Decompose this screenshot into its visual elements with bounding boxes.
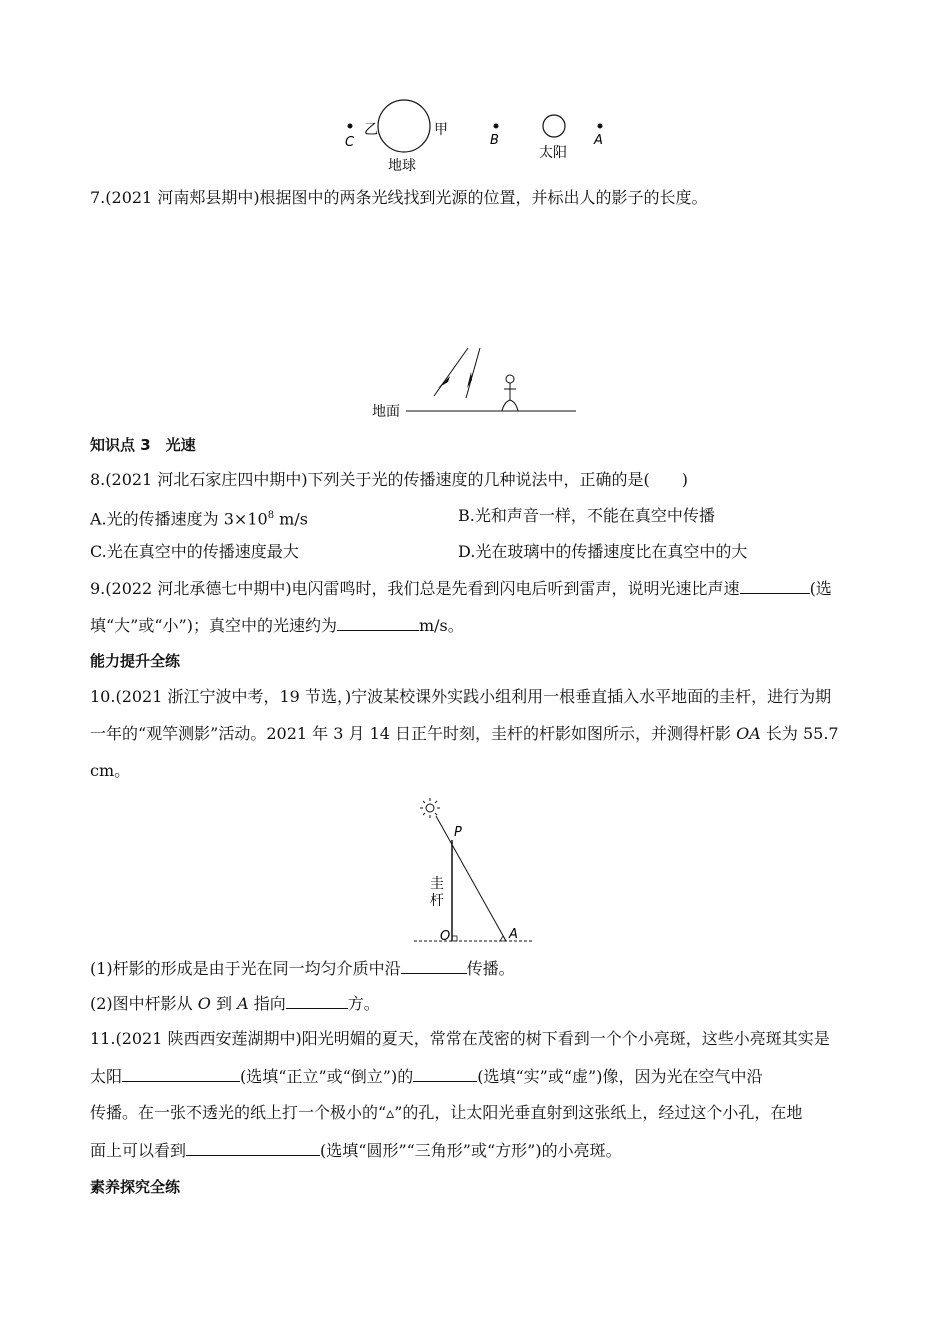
label-jia: 甲 (434, 122, 448, 138)
q10-text-a: 一年的“观竿测影”活动。2021 年 3 月 14 日正午时刻，圭杆的杆影如图所示，并测得杆影 (90, 724, 737, 743)
q10-sub2-a: A (237, 994, 249, 1013)
q10-text-b: 长为 55.7 (760, 724, 839, 743)
q11-text-d: 面上可以看到 (90, 1141, 187, 1160)
point-c-label: C (345, 135, 355, 150)
q9-text-1: 9.(2022 河北承德七中期中)电闪雷鸣时，我们总是先看到闪电后听到雷声，说明光速比声速 (90, 579, 740, 598)
question-11-line-3: 传播。在一张不透光的纸上打一个极小的“▵”的孔，让太阳光垂直射到这张纸上，经过这个小孔，在地 (90, 1103, 803, 1122)
q11-text-b: (选填“正立”或“倒立”)的 (240, 1067, 414, 1086)
point-a-label: A (594, 133, 603, 148)
question-8-option-c: C.光在真空中的传播速度最大 (90, 542, 299, 561)
option-a-suffix: m/s (274, 509, 308, 529)
earth-sun-figure (330, 92, 620, 178)
point-b-dot (494, 124, 499, 129)
q11-text-c: (选填“实”或“虚”)像，因为光在空气中沿 (477, 1067, 763, 1086)
ray-1-arrow-icon (438, 376, 450, 388)
q10-sub1-text-b: 传播。 (466, 959, 515, 978)
q11-text-a: 太阳 (90, 1067, 123, 1086)
sun-ray (436, 816, 506, 941)
q10-oa: OA (736, 724, 761, 743)
light-ray-2 (466, 348, 480, 398)
gnomon-figure (410, 790, 540, 950)
person-figure (502, 375, 518, 411)
question-8-option-b: B.光和声音一样，不能在真空中传播 (458, 506, 715, 525)
label-o: O (440, 929, 451, 944)
question-8-option-d: D.光在玻璃中的传播速度比在真空中的大 (458, 542, 748, 561)
q10-sub2-text-c: 指向 (248, 994, 286, 1013)
section-3-title: 知识点 3 光速 (90, 436, 196, 454)
ground-label: 地面 (372, 404, 400, 420)
q11-text-e: (选填“圆形”“三角形”或“方形”)的小亮斑。 (320, 1141, 622, 1160)
sun-circle (543, 115, 565, 137)
sun-label: 太阳 (539, 145, 567, 161)
question-9-line-2 (90, 614, 464, 637)
question-8-stem: 8.(2021 河北石家庄四中期中)下列关于光的传播速度的几种说法中，正确的是( ) (90, 470, 689, 489)
pole-label-2: 杆 (430, 893, 444, 909)
question-9-line-1 (90, 577, 832, 600)
earth-label: 地球 (388, 158, 416, 174)
point-a-dot (598, 124, 603, 129)
earth-circle (378, 100, 430, 152)
question-11-line-2 (90, 1065, 762, 1088)
point-b-label: B (490, 133, 499, 148)
question-10-sub-1 (90, 957, 515, 980)
option-a-exponent: 8 (267, 510, 275, 521)
q9-blank-1[interactable] (740, 577, 810, 594)
question-10-line-2 (90, 723, 839, 745)
sun-icon (420, 798, 440, 818)
section-literacy-title: 素养探究全练 (90, 1178, 181, 1196)
q10-sub2-o: O (197, 994, 211, 1013)
q11-blank-1[interactable] (122, 1065, 240, 1082)
label-a: A (509, 927, 518, 942)
question-10-sub-2 (90, 992, 380, 1015)
point-c-dot (348, 124, 353, 129)
q10-blank-1[interactable] (401, 957, 467, 974)
question-11-line-1: 11.(2021 陕西西安莲湖期中)阳光明媚的夏天，常常在茂密的树下看到一个个小亮斑，这些小亮斑其实是 (90, 1029, 830, 1048)
q9-blank-2[interactable] (337, 614, 419, 631)
question-10-line-3: cm。 (90, 761, 131, 780)
question-7: 7.(2021 河南郏县期中)根据图中的两条光线找到光源的位置，并标出人的影子的长度。 (90, 188, 708, 207)
q10-blank-2[interactable] (286, 992, 348, 1009)
q10-sub2-text-b: 到 (210, 994, 238, 1013)
q10-sub2-text-a: (2)图中杆影从 (90, 994, 198, 1013)
question-8-option-a (90, 505, 308, 530)
light-ray-1 (434, 348, 468, 396)
q9-text-2: (选 (809, 579, 832, 598)
q10-sub1-text-a: (1)杆影的形成是由于光在同一均匀介质中沿 (90, 959, 401, 978)
label-p: P (454, 825, 462, 840)
label-yi: 乙 (364, 122, 378, 138)
light-rays-figure (370, 344, 580, 420)
option-a-prefix: A.光的传播速度为 3×10 (90, 509, 268, 529)
pole-label-1: 圭 (430, 876, 444, 892)
q9-text-4: m/s。 (418, 616, 464, 635)
q9-text-3: 填“大”或“小”)；真空中的光速约为 (90, 616, 337, 635)
q11-blank-3[interactable] (186, 1139, 320, 1156)
q10-sub2-text-d: 方。 (347, 994, 380, 1013)
question-10-line-1: 10.(2021 浙江宁波中考，19 节选，)宁波某校课外实践小组利用一根垂直插入水平地面的圭杆，进行为期 (90, 687, 832, 706)
q11-blank-2[interactable] (413, 1065, 477, 1082)
section-ability-title: 能力提升全练 (90, 652, 181, 670)
question-11-line-4 (90, 1139, 622, 1162)
